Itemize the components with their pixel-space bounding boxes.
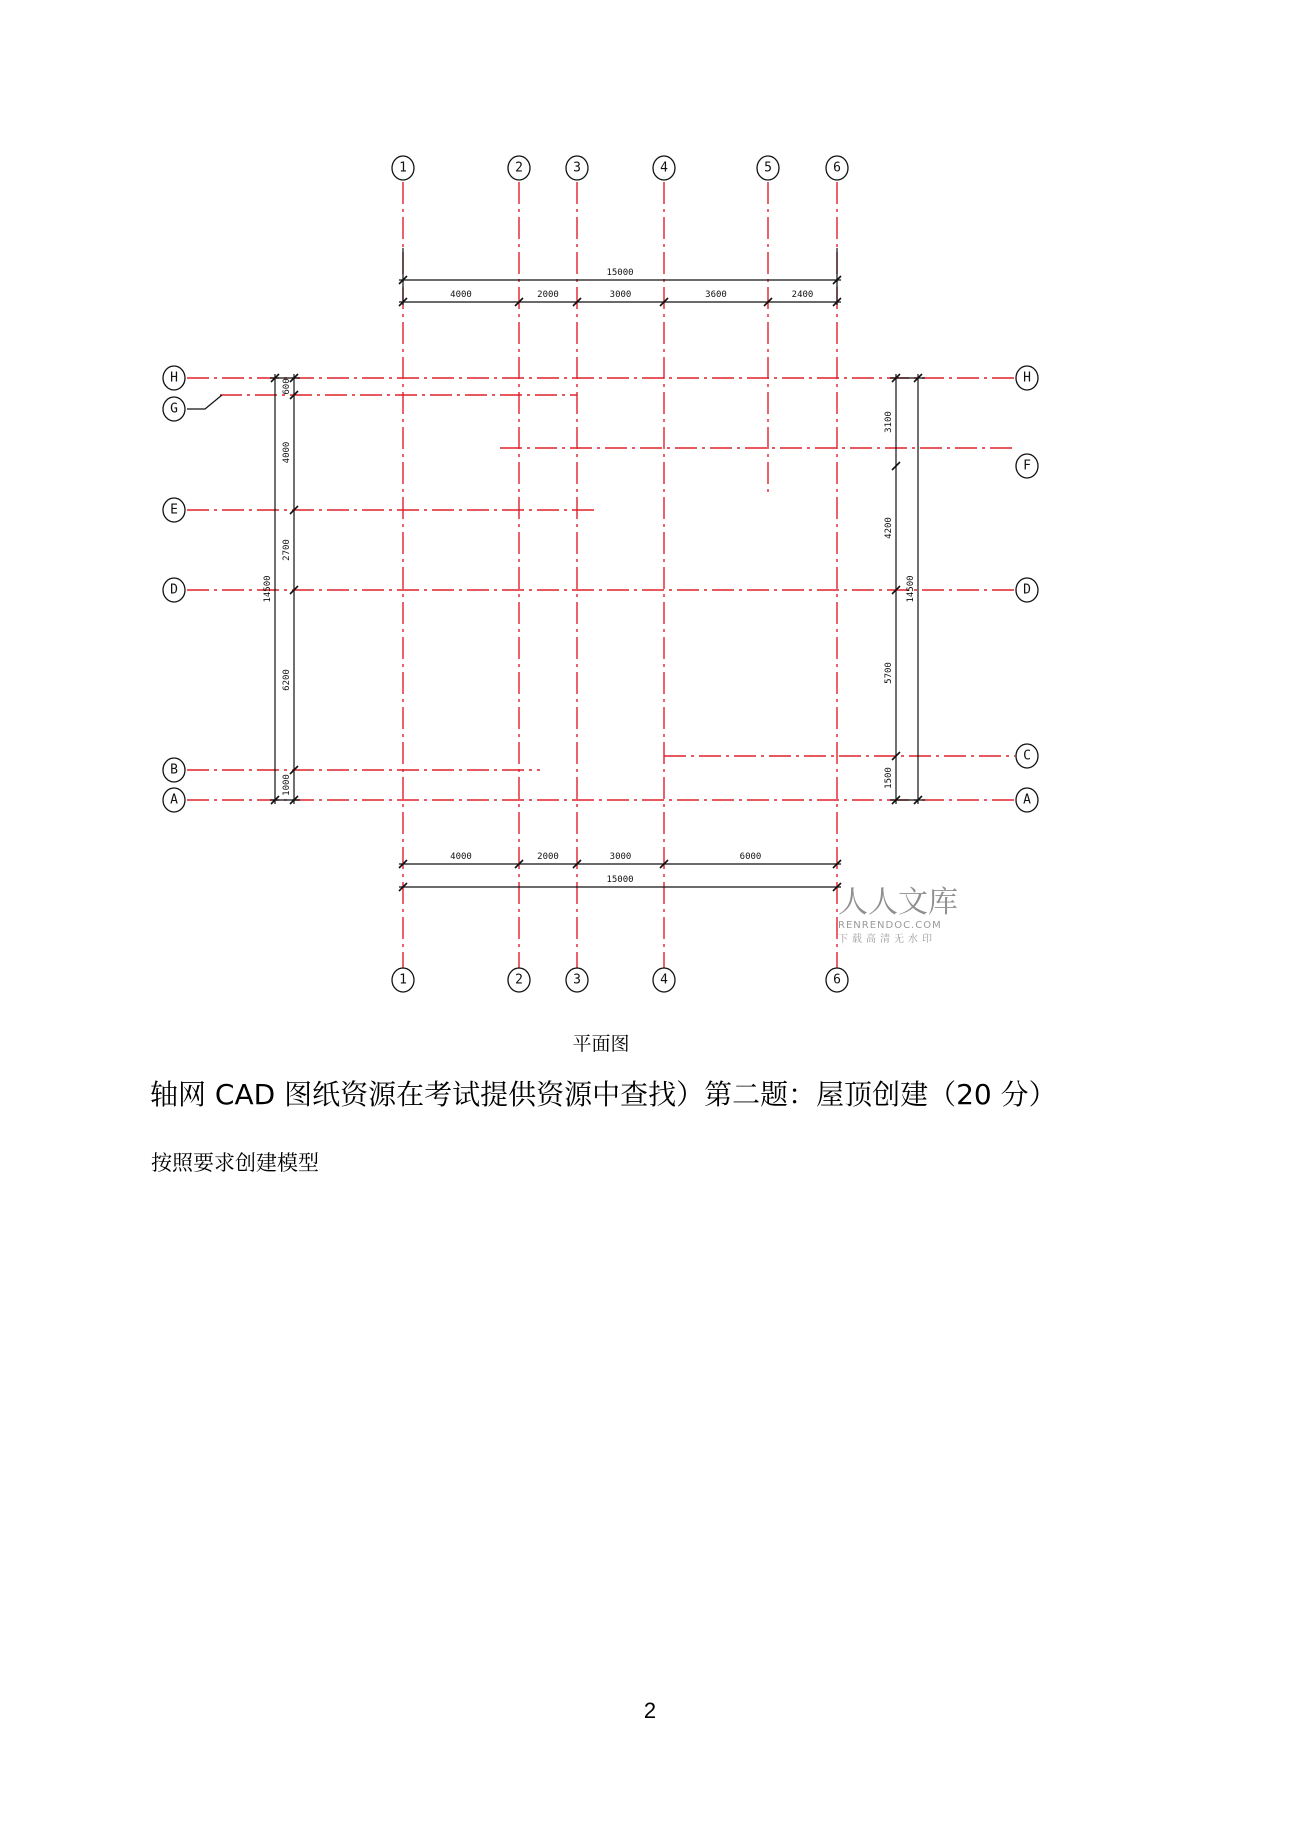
axis-bubble-label: 5 — [764, 160, 772, 176]
axis-bubble-label: E — [170, 502, 178, 518]
axis-bubble-label: 2 — [515, 972, 523, 988]
top-segment-dim-label: 3600 — [705, 290, 727, 300]
drawing-caption: 平面图 — [572, 1033, 630, 1055]
axis-bubble-label: 6 — [833, 972, 841, 988]
row-axis-right-H — [1016, 366, 1038, 390]
right-segment-dim-label: 3100 — [884, 411, 894, 433]
axis-bubble-label: 3 — [573, 972, 581, 988]
bottom-segment-dim-label: 2000 — [537, 852, 559, 862]
axis-bubble-label: G — [170, 401, 178, 417]
axis-bubble-label: 1 — [399, 160, 407, 176]
column-axis-top-1 — [392, 156, 414, 180]
axis-bubble-label: F — [1023, 458, 1031, 474]
left-segment-dim-label: 2700 — [282, 539, 292, 561]
bottom-segment-dim-label: 4000 — [450, 852, 472, 862]
axis-bubble-label: C — [1023, 748, 1031, 764]
axis-bubble-label: A — [170, 792, 178, 808]
row-axis-right-C — [1016, 744, 1038, 768]
left-segment-dim-label: 600 — [282, 378, 292, 395]
column-axis-top-5 — [757, 156, 779, 180]
watermark-logo — [838, 885, 958, 945]
bottom-segment-dim-label: 6000 — [739, 852, 762, 862]
row-axis-left-B — [163, 758, 185, 782]
axis-g-leader — [187, 395, 222, 409]
right-segment-dim-label: 1500 — [884, 767, 894, 789]
column-axis-bottom-3 — [566, 968, 588, 992]
axis-bubble-label: 6 — [833, 160, 841, 176]
axis-bubble-label: 4 — [660, 160, 668, 176]
row-axis-left-G — [163, 397, 185, 421]
top-segment-dim-label: 2400 — [791, 290, 814, 300]
column-axis-bottom-4 — [653, 968, 675, 992]
column-axis-top-3 — [566, 156, 588, 180]
right-segment-dim-label: 4200 — [884, 517, 894, 539]
grid-lines — [187, 182, 1015, 968]
top-segment-dim-label: 3000 — [609, 290, 632, 300]
top-total-dim-label: 15000 — [606, 268, 634, 278]
axis-bubble-label: 2 — [515, 160, 523, 176]
column-axis-bottom-6 — [826, 968, 848, 992]
axis-bubble-label: A — [1023, 792, 1031, 808]
page-number: 2 — [643, 1698, 657, 1723]
row-axis-left-H — [163, 366, 185, 390]
axis-bubble-label: 3 — [573, 160, 581, 176]
bottom-segment-dim-label: 3000 — [609, 852, 632, 862]
watermark-url: RENRENDOC.COM — [838, 920, 942, 931]
left-segment-dim-label: 1000 — [282, 774, 292, 796]
dimension-labels — [263, 268, 916, 885]
axis-bubble-label: D — [1023, 582, 1031, 598]
row-axis-right-F — [1016, 454, 1038, 478]
left-total-dim-label: 14500 — [263, 575, 273, 603]
row-axis-right-D — [1016, 578, 1038, 602]
axis-bubble-label: H — [170, 370, 178, 386]
row-axis-left-A — [163, 788, 185, 812]
axis-bubble-label: D — [170, 582, 178, 598]
row-axis-left-E — [163, 498, 185, 522]
bottom-total-dim-label: 15000 — [606, 875, 634, 885]
column-axis-top-4 — [653, 156, 675, 180]
top-segment-dim-label: 2000 — [537, 290, 559, 300]
row-axis-right-A — [1016, 788, 1038, 812]
axis-bubble-label: H — [1023, 370, 1031, 386]
column-axis-top-2 — [508, 156, 530, 180]
watermark-title: 人人文库 — [838, 885, 958, 920]
axis-bubble-label: 4 — [660, 972, 668, 988]
left-segment-dim-label: 6200 — [282, 669, 292, 691]
axis-bubble-label: B — [170, 762, 178, 778]
column-axis-top-6 — [826, 156, 848, 180]
top-segment-dim-label: 4000 — [450, 290, 472, 300]
instruction-text: 按照要求创建模型 — [151, 1151, 319, 1175]
column-axis-bottom-1 — [392, 968, 414, 992]
column-axis-bottom-2 — [508, 968, 530, 992]
row-axis-left-D — [163, 578, 185, 602]
dimension-lines — [270, 248, 925, 891]
right-total-dim-label: 14500 — [906, 575, 916, 603]
question-heading: 轴网 CAD 图纸资源在考试提供资源中查找）第二题：屋顶创建（20 分） — [150, 1078, 1057, 1111]
left-segment-dim-label: 4000 — [282, 441, 292, 464]
watermark-tagline: 下载高清无水印 — [838, 934, 936, 945]
right-segment-dim-label: 5700 — [884, 662, 894, 684]
axis-bubble-label: 1 — [399, 972, 407, 988]
